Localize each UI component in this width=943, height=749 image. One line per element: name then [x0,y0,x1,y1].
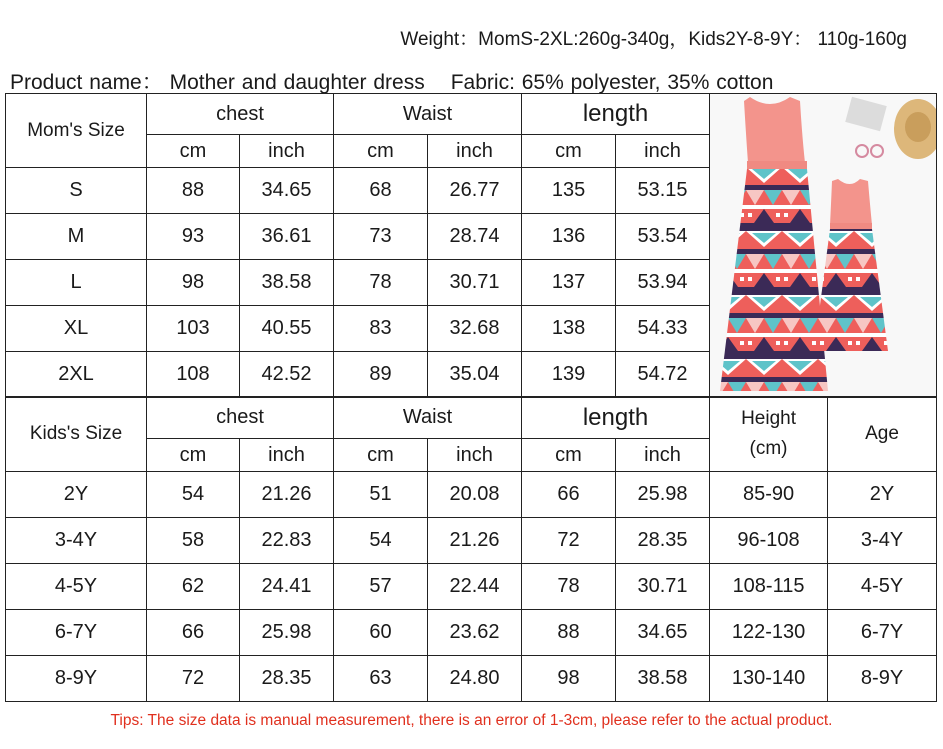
size-cell: S [6,168,147,214]
size-cell: 6-7Y [6,610,147,656]
chest-cm-cell: 103 [147,306,240,352]
fabric-info: Fabric: 65% polyester, 35% cotton [450,71,774,94]
chest-cm-cell: 54 [147,472,240,518]
chest-cm-cell: 108 [147,352,240,398]
chest-inch-cell: 22.83 [240,518,334,564]
age-cell: 8-9Y [828,656,937,702]
height-cell: 96-108 [710,518,828,564]
size-cell: 3-4Y [6,518,147,564]
mom-chest-inch-header: inch [240,135,334,168]
length-cm-cell: 72 [522,518,616,564]
waist-cm-cell: 51 [334,472,428,518]
mom-size-header: Mom's Size [6,94,147,168]
kids-waist-inch-header: inch [428,439,522,472]
length-inch-cell: 34.65 [616,610,710,656]
height-cell: 85-90 [710,472,828,518]
chest-inch-cell: 28.35 [240,656,334,702]
size-cell: 2XL [6,352,147,398]
length-inch-cell: 30.71 [616,564,710,610]
length-cm-cell: 136 [522,214,616,260]
waist-cm-cell: 54 [334,518,428,564]
chest-inch-cell: 36.61 [240,214,334,260]
chest-cm-cell: 62 [147,564,240,610]
kids-chest-header: chest [147,397,334,439]
length-cm-cell: 98 [522,656,616,702]
kids-size-table [5,396,937,702]
kids-row-6-7y [6,610,937,656]
kids-length-inch-header: inch [616,439,710,472]
height-cell: 130-140 [710,656,828,702]
kids-waist-header: Waist [334,397,522,439]
kids-row-3-4y [6,518,937,564]
size-cell: M [6,214,147,260]
length-inch-cell: 54.33 [616,306,710,352]
dress-illustration [710,95,937,396]
mom-chest-header: chest [147,94,334,135]
kids-chest-cm-header: cm [147,439,240,472]
length-cm-cell: 88 [522,610,616,656]
length-cm-cell: 139 [522,352,616,398]
waist-cm-cell: 78 [334,260,428,306]
chest-cm-cell: 66 [147,610,240,656]
age-cell: 6-7Y [828,610,937,656]
waist-inch-cell: 23.62 [428,610,522,656]
age-cell: 4-5Y [828,564,937,610]
age-cell: 3-4Y [828,518,937,564]
waist-cm-cell: 60 [334,610,428,656]
length-inch-cell: 28.35 [616,518,710,564]
length-inch-cell: 53.94 [616,260,710,306]
waist-cm-cell: 68 [334,168,428,214]
waist-cm-cell: 83 [334,306,428,352]
length-cm-cell: 135 [522,168,616,214]
kids-chest-inch-header: inch [240,439,334,472]
chest-inch-cell: 38.58 [240,260,334,306]
waist-inch-cell: 35.04 [428,352,522,398]
length-inch-cell: 38.58 [616,656,710,702]
waist-inch-cell: 24.80 [428,656,522,702]
waist-inch-cell: 22.44 [428,564,522,610]
length-inch-cell: 54.72 [616,352,710,398]
measurement-tip: Tips: The size data is manual measurement, there is an error of 1-3cm, please refer to the actual product. [110,712,833,729]
weight-info: Weight：MomS-2XL:260g-340g，Kids2Y-8-9Y： 110g-160g [400,29,907,50]
length-cm-cell: 78 [522,564,616,610]
size-cell: 2Y [6,472,147,518]
length-inch-cell: 25.98 [616,472,710,518]
kids-row-4-5y [6,564,937,610]
chest-inch-cell: 34.65 [240,168,334,214]
mom-waist-inch-header: inch [428,135,522,168]
mom-length-inch-header: inch [616,135,710,168]
height-cell: 108-115 [710,564,828,610]
waist-inch-cell: 30.71 [428,260,522,306]
chest-cm-cell: 58 [147,518,240,564]
chest-inch-cell: 24.41 [240,564,334,610]
product-photo [710,94,937,398]
size-cell: XL [6,306,147,352]
chest-cm-cell: 72 [147,656,240,702]
mom-waist-cm-header: cm [334,135,428,168]
chest-inch-cell: 21.26 [240,472,334,518]
length-cm-cell: 137 [522,260,616,306]
waist-inch-cell: 26.77 [428,168,522,214]
chest-inch-cell: 40.55 [240,306,334,352]
waist-inch-cell: 32.68 [428,306,522,352]
length-inch-cell: 53.54 [616,214,710,260]
chest-cm-cell: 93 [147,214,240,260]
chest-cm-cell: 98 [147,260,240,306]
kids-size-header: Kids's Size [6,397,147,472]
chest-inch-cell: 25.98 [240,610,334,656]
product-info [10,66,773,96]
waist-inch-cell: 20.08 [428,472,522,518]
kids-age-header: Age [828,397,937,472]
mom-length-header: length [522,94,710,135]
kids-row-8-9y [6,656,937,702]
kids-length-cm-header: cm [522,439,616,472]
mom-chest-cm-header: cm [147,135,240,168]
waist-cm-cell: 57 [334,564,428,610]
age-cell: 2Y [828,472,937,518]
product-name: Product name： Mother and daughter dress [10,71,425,94]
chest-inch-cell: 42.52 [240,352,334,398]
kids-length-header: length [522,397,710,439]
size-cell: 8-9Y [6,656,147,702]
kids-waist-cm-header: cm [334,439,428,472]
waist-inch-cell: 21.26 [428,518,522,564]
kids-row-2y [6,472,937,518]
mom-size-table [5,93,937,398]
height-label: Height [741,408,796,429]
waist-cm-cell: 89 [334,352,428,398]
height-unit-label: (cm) [749,438,788,459]
waist-inch-cell: 28.74 [428,214,522,260]
kids-height-header [710,397,828,472]
length-cm-cell: 66 [522,472,616,518]
mom-length-cm-header: cm [522,135,616,168]
length-cm-cell: 138 [522,306,616,352]
chest-cm-cell: 88 [147,168,240,214]
length-inch-cell: 53.15 [616,168,710,214]
size-cell: 4-5Y [6,564,147,610]
mom-waist-header: Waist [334,94,522,135]
size-cell: L [6,260,147,306]
height-cell: 122-130 [710,610,828,656]
waist-cm-cell: 63 [334,656,428,702]
waist-cm-cell: 73 [334,214,428,260]
